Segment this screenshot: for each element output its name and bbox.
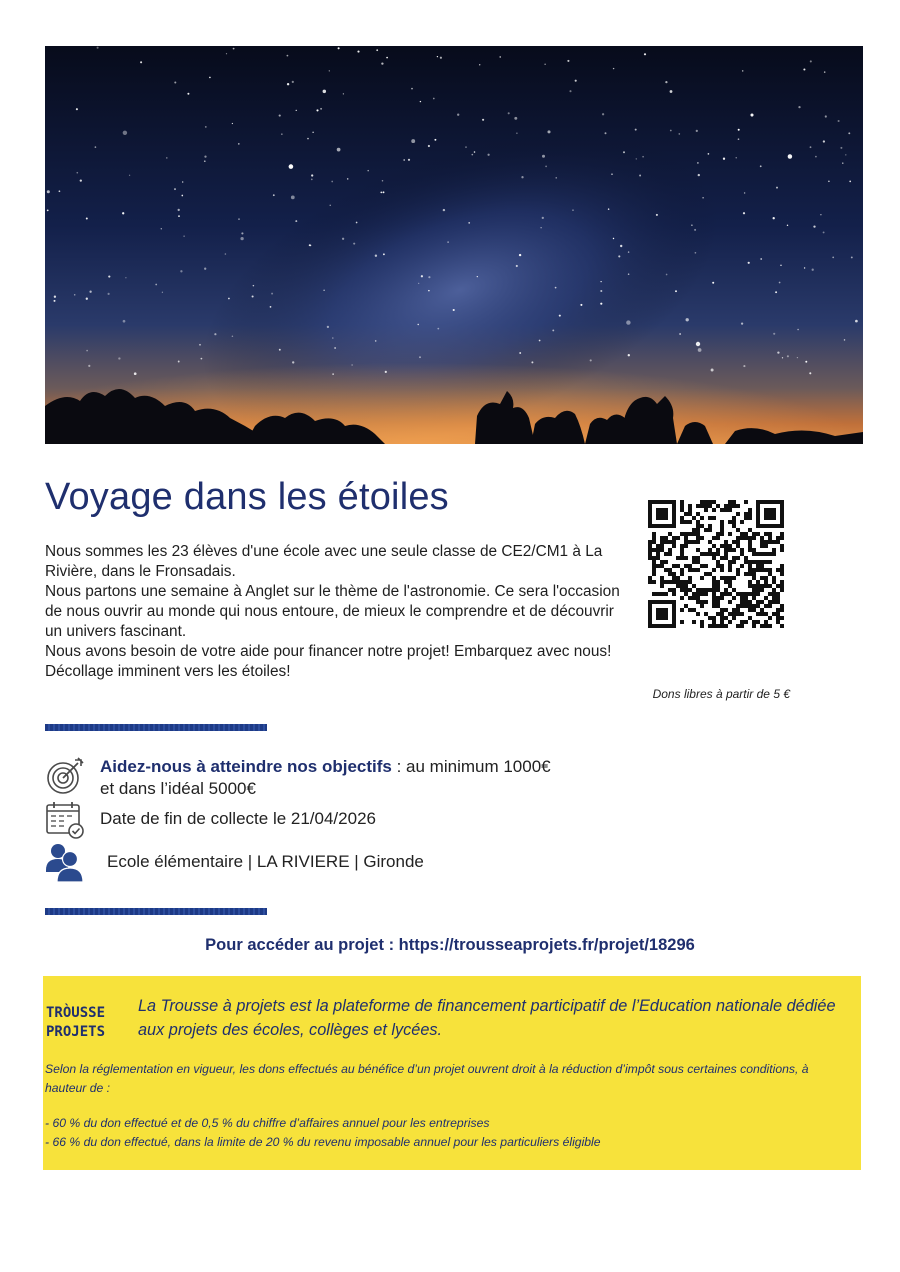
legal-item: - 66 % du don effectué, dans la limite de 20 % du revenu imposable annuel pour les particuliers éligible [45,1135,601,1149]
intro-paragraph-1: Nous sommes les 23 élèves d'une école avec une seule classe de CE2/CM1 à La Rivière, dans le Fronsadais. [45,543,603,580]
users-icon [45,842,85,882]
intro-text [45,542,630,682]
donation-caption: Dons libres à partir de 5 € [652,687,790,701]
divider [45,908,267,915]
objectives-row [45,756,551,800]
school-row [45,842,424,882]
logo-line-1: TRÒUSSE [46,1005,106,1021]
objectives-ideal: et dans l’idéal 5000€ [100,779,256,798]
legal-intro: Selon la réglementation en vigueur, les dons effectués au bénéfice d’un projet ouvrent droit à la réduction d’impôt sous certaines conditions, à hauteur de : [45,1062,809,1095]
divider [45,724,267,731]
page-title: Voyage dans les étoiles [45,476,449,518]
intro-paragraph-2: Nous partons une semaine à Anglet sur le thème de l'astronomie. Ce sera l'occasion de nous ouvrir au monde qui nous entoure, de mieux le comprendre et de découvrir un univers fascinant. [45,583,620,640]
project-link[interactable]: Pour accéder au projet : https://trousseaprojets.fr/projet/18296 [205,936,695,954]
tax-legal-text [45,1060,845,1152]
qr-code-icon[interactable] [648,500,784,628]
footer-banner [43,976,861,1170]
intro-paragraph-3: Nous avons besoin de votre aide pour financer notre projet! Embarquez avec nous! Décollage imminent vers les étoiles! [45,643,612,680]
target-icon [45,756,85,796]
logo-line-2: PROJETS [46,1024,106,1040]
objectives-minimum: : au minimum 1000€ [391,757,551,776]
objectives-label: Aidez-nous à atteindre nos objectifs [100,757,392,776]
legal-item: - 60 % du don effectué et de 0,5 % du chiffre d’affaires annuel pour les entreprises [45,1116,490,1130]
platform-description: La Trousse à projets est la plateforme de financement participatif de l’Education nationale dédiée aux projets des écoles, collèges et lycées. [138,997,836,1039]
hero-image [45,46,863,444]
deadline-text: Date de fin de collecte le 21/04/2026 [100,809,376,828]
calendar-icon [45,800,85,840]
deadline-row [45,800,376,840]
trousse-logo [46,1000,116,1042]
school-text: Ecole élémentaire | LA RIVIERE | Gironde [107,852,424,871]
